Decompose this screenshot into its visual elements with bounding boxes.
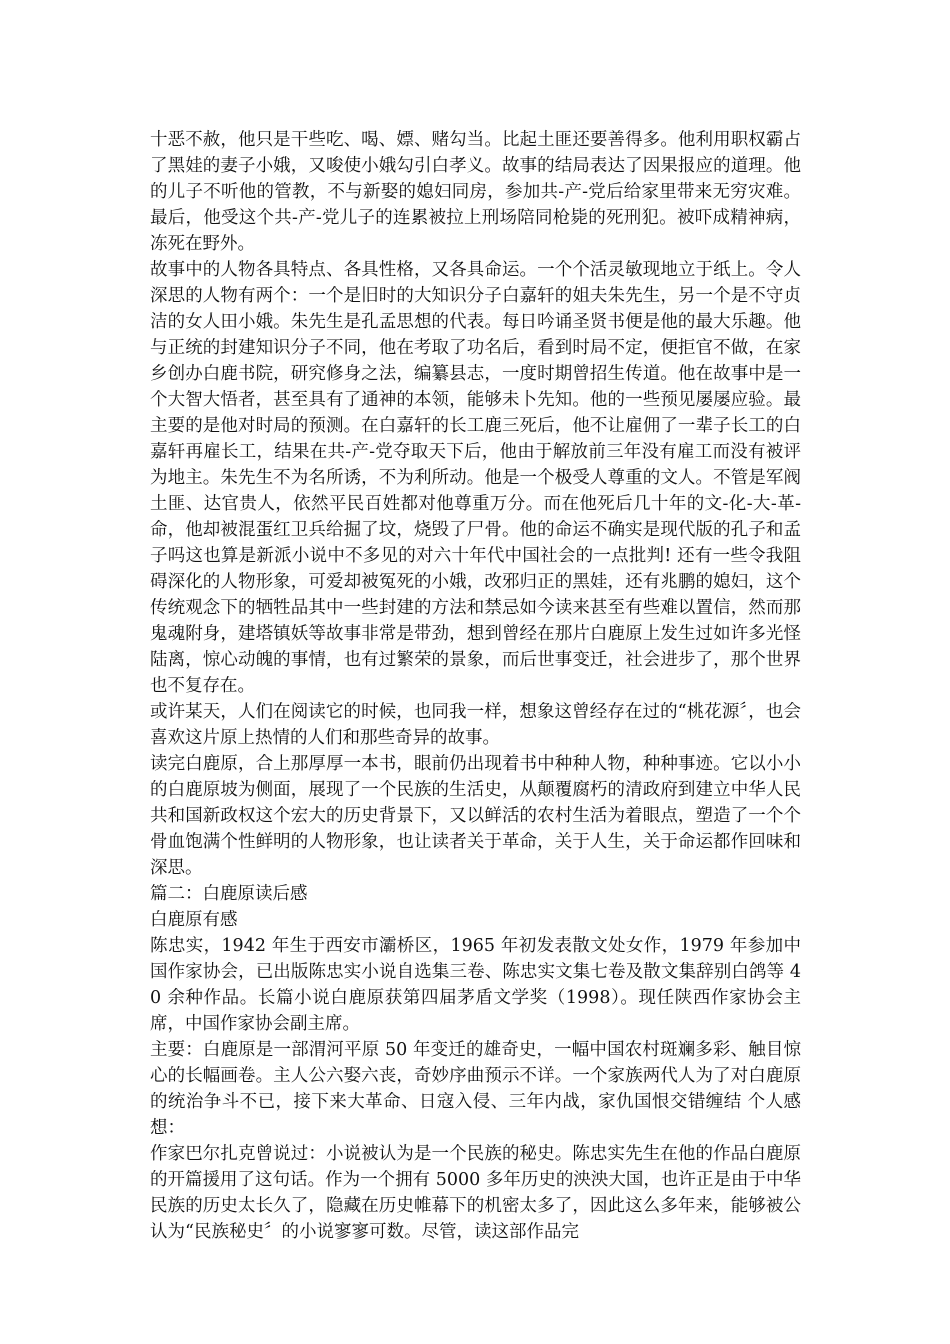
section-heading: 篇二：白鹿原读后感 xyxy=(150,884,308,904)
paragraph-1: 十恶不赦，他只是干些吃、喝、嫖、赌勾当。比起土匪还要善得多。他利用职权霸占了黑娃的妻子小娥，又唆使小娥勾引白孝义。故事的结局表达了因果报应的道理。他的儿子不听他的管教，不与新娶的媳妇同房，参加共-产-党后给家里带来无穷灾难。最后，他受这个共-产-党儿子的连累被拉上刑场陪同枪毙的死刑犯。被吓成精神病，冻死在野外。 xyxy=(150,130,801,254)
paragraph-summary: 主要：白鹿原是一部渭河平原 50 年变迁的雄奇史，一幅中国农村斑斓多彩、触目惊心的长幅画卷。主人公六娶六丧，奇妙序曲预示不详。一个家族两代人为了对白鹿原的统治争斗不已，接下来大革命、日寇入侵、三年内战，家仇国恨交错缠结 个人感想： xyxy=(150,1040,801,1138)
paragraph-2: 故事中的人物各具特点、各具性格，又各具命运。一个个活灵敏现地立于纸上。令人深思的人物有两个：一个是旧时的大知识分子白嘉轩的姐夫朱先生，另一个是不守贞洁的女人田小娥。朱先生是孔孟思想的代表。每日吟诵圣贤书便是他的最大乐趣。他与正统的封建知识分子不同，他在考取了功名后，看到时局不定，便拒官不做，在家乡创办白鹿书院，研究修身之法，编纂县志，一度时期曾招生传道。他在故事中是一个大智大悟者，甚至具有了通神的本领，能够未卜先知。他的一些预见屡屡应验。最主要的是他对时局的预测。在白嘉轩的长工鹿三死后，他不让雇佣了一辈子长工的白嘉轩再雇长工，结果在共-产-党夺取天下后，他由于解放前三年没有雇工而没有被评为地主。朱先生不为名所诱，不为利所动。他是一个极受人尊重的文人。不管是军阀土匪、达官贵人，依然平民百姓都对他尊重万分。而在他死后几十年的文-化-大-革-命，他却被混蛋红卫兵给掘了坟，烧毁了尸骨。他的命运不确实是现代版的孔子和孟子吗这也算是新派小说中不多见的对六十年代中国社会的一点批判! 还有一些令我阻碍深化的人物形象，可爱却被冤死的小娥，改邪归正的黑娃，还有兆鹏的媳妇，这个传统观念下的牺牲品其中一些封建的方法和禁忌如今读来甚至有些难以置信，然而那鬼魂附身，建塔镇妖等故事非常是带劲，想到曾经在那片白鹿原上发生过如许多光怪陆离，惊心动魄的事情，也有过繁荣的景象，而后世事变迁，社会进步了，那个世界也不复存在。 xyxy=(150,260,801,696)
paragraph-3: 或许某天，人们在阅读它的时候，也同我一样，想象这曾经存在过的“桃花源〞，也会喜欢这片原上热情的人们和那些奇异的故事。 xyxy=(150,702,801,748)
paragraph-author-bio: 陈忠实，1942 年生于西安市灞桥区，1965 年初发表散文处女作，1979 年参加中国作家协会，已出版陈忠实小说自选集三卷、陈忠实文集七卷及散文集辞别白鸽等 40 余种作品。长篇小说白鹿原获第四届茅盾文学奖（1998）。现任陕西作家协会主席，中国作家协会副主席。 xyxy=(150,936,801,1034)
paragraph-4: 读完白鹿原，合上那厚厚一本书，眼前仍出现着书中种种人物，种种事迹。它以小小的白鹿原坡为侧面，展现了一个民族的生活史，从颠覆腐朽的清政府到建立中华人民共和国新政权这个宏大的历史背景下，又以鲜活的农村生活为着眼点，塑造了一个个骨血饱满个性鲜明的人物形象，也让读者关于革命，关于人生，关于命运都作回味和深思。 xyxy=(150,754,801,878)
document-body xyxy=(150,127,801,1245)
paragraph-reflection: 作家巴尔扎克曾说过：小说被认为是一个民族的秘史。陈忠实先生在他的作品白鹿原的开篇援用了这句话。作为一个拥有 5000 多年历史的泱泱大国，也许正是由于中华民族的历史太长久了，隐藏在历史帷幕下的机密太多了，因此这么多年来，能够被公认为“民族秘史〞的小说寥寥可数。尽管，读这部作品完 xyxy=(150,1144,801,1242)
subheading: 白鹿原有感 xyxy=(150,910,238,930)
